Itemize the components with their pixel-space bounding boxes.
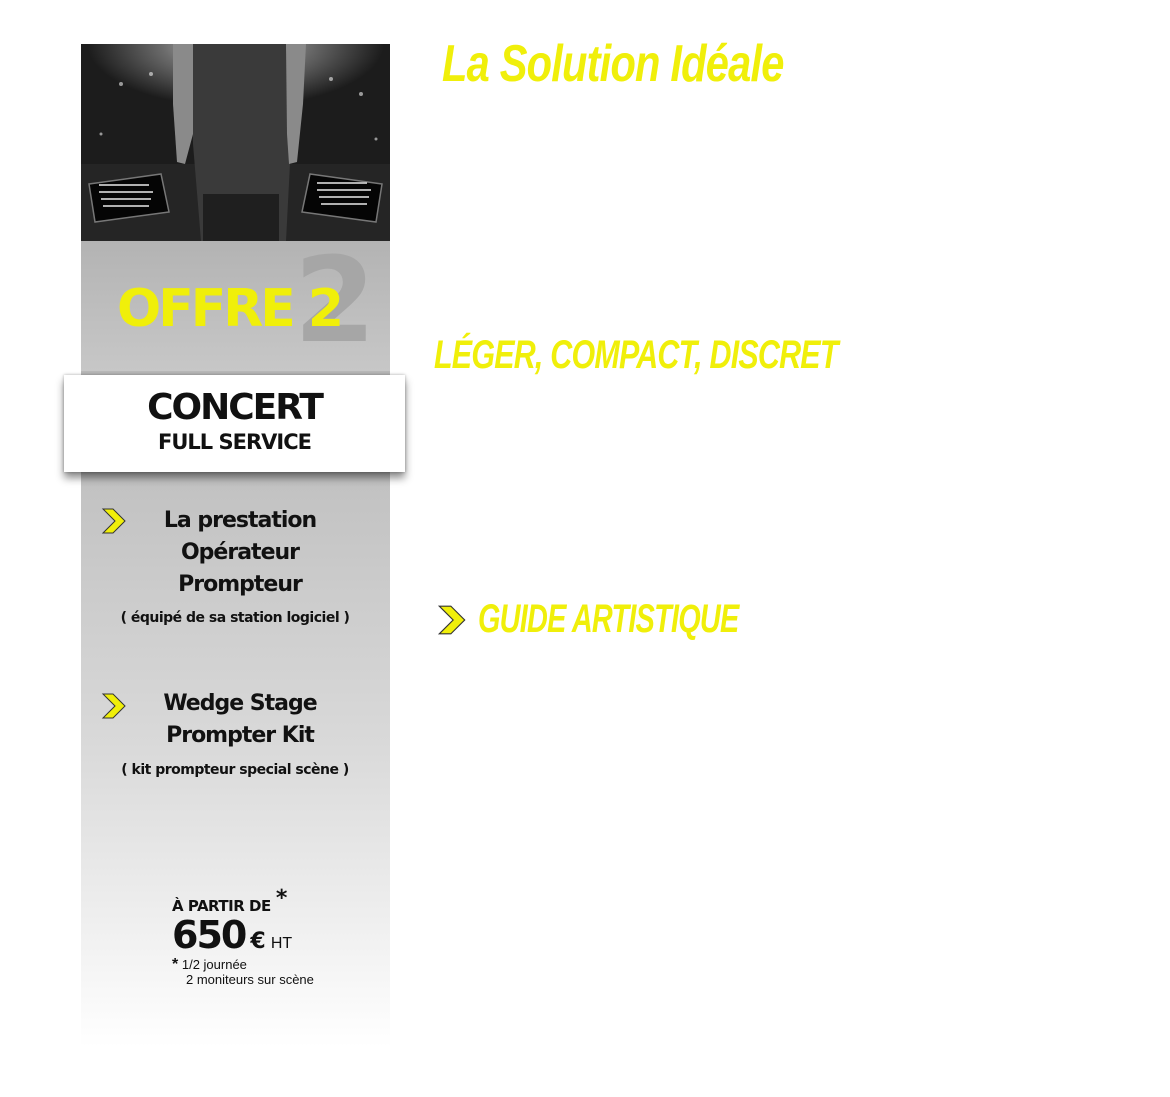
guide-heading: GUIDE ARTISTIQUE [478,597,739,641]
price-currency: € [250,929,266,954]
offer-title: OFFRE 2 [117,279,342,339]
offer-band [81,241,390,371]
feature-2 [130,688,350,752]
feature-1-line-2: Opérateur [180,540,299,565]
price-label: À PARTIR DE [172,897,271,915]
package-subtitle: FULL SERVICE [158,430,311,454]
price-asterisk: * [275,886,288,911]
feature-2-note: ( kit prompteur special scène ) [121,762,349,778]
footnote-line-1: 1/2 journée [181,957,247,972]
feature-1-line-1: La prestation [163,508,317,533]
feature-1-note: ( équipé de sa station logiciel ) [120,610,350,626]
concert-stage-photo [81,44,390,241]
price-tax: HT [270,935,293,952]
chevron-right-icon [437,602,467,638]
footnote-line-2: 2 moniteurs sur scène [186,972,314,987]
solution-heading: La Solution Idéale [442,35,784,93]
feature-1 [130,505,350,601]
price-amount: 650 [172,913,246,957]
price-block [172,886,372,987]
offer-big-number: 2 [293,241,372,369]
features-heading: LÉGER, COMPACT, DISCRET [434,333,838,377]
feature-1-line-3: Prompteur [178,572,302,597]
feature-2-line-1: Wedge Stage [163,691,317,716]
package-title: CONCERT [147,387,322,428]
price-footnote [172,957,372,987]
footnote-asterisk: * [172,956,179,973]
chevron-right-icon [101,507,127,535]
feature-2-line-2: Prompter Kit [166,723,314,748]
package-title-box [64,375,405,472]
chevron-right-icon [101,692,127,720]
